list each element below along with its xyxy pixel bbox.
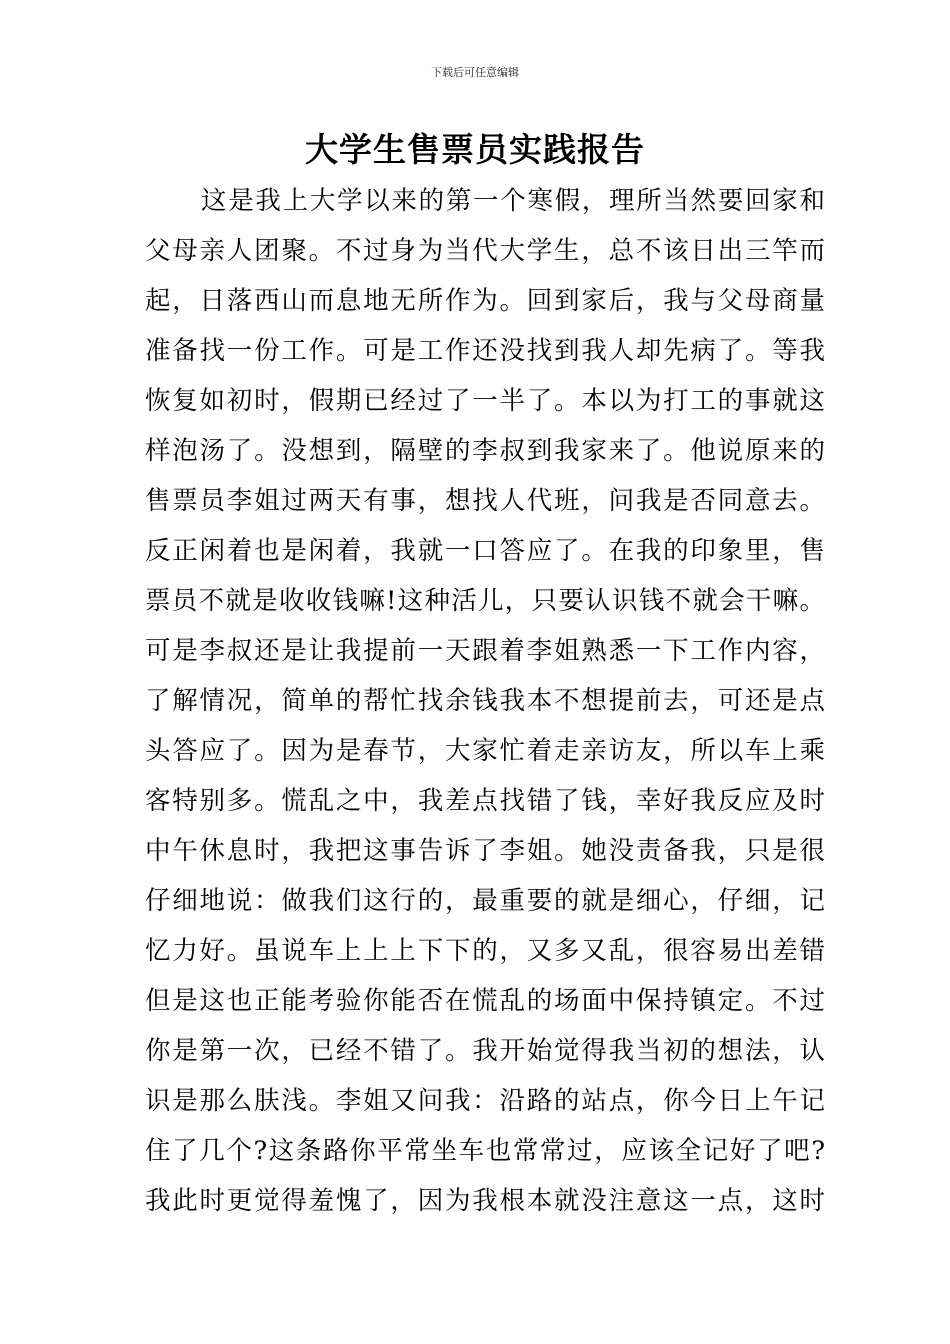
- body-line: 住了几个?这条路你平常坐车也常常过，应该全记好了吧?: [145, 1136, 825, 1166]
- body-line: 识是那么肤浅。李姐又问我：沿路的站点，你今日上午记: [145, 1086, 825, 1116]
- body-line: 了解情况，简单的帮忙找余钱我本不想提前去，可还是点: [145, 686, 825, 716]
- body-line: 但是这也正能考验你能否在慌乱的场面中保持镇定。不过: [145, 986, 825, 1016]
- body-line: 父母亲人团聚。不过身为当代大学生，总不该日出三竿而: [145, 236, 825, 266]
- body-line: 样泡汤了。没想到，隔壁的李叔到我家来了。他说原来的: [145, 436, 825, 466]
- body-line: 你是第一次，已经不错了。我开始觉得我当初的想法，认: [145, 1036, 825, 1066]
- body-line: 客特别多。慌乱之中，我差点找错了钱，幸好我反应及时: [145, 786, 825, 816]
- document-title: 大学生售票员实践报告: [305, 130, 645, 169]
- body-line: 忆力好。虽说车上上上下下的，又多又乱，很容易出差错: [145, 936, 825, 966]
- body-line: 我此时更觉得羞愧了，因为我根本就没注意这一点，这时: [145, 1186, 825, 1216]
- header-note: 下载后可任意编辑: [431, 66, 519, 79]
- body-line: 恢复如初时，假期已经过了一半了。本以为打工的事就这: [145, 386, 825, 416]
- body-line: 可是李叔还是让我提前一天跟着李姐熟悉一下工作内容，: [145, 636, 825, 666]
- body-line: 售票员李姐过两天有事，想找人代班，问我是否同意去。: [145, 486, 825, 516]
- body-line: 起，日落西山而息地无所作为。回到家后，我与父母商量: [145, 286, 825, 316]
- body-line: 中午休息时，我把这事告诉了李姐。她没责备我，只是很: [145, 836, 825, 866]
- body-text: [145, 176, 825, 1226]
- body-line: 头答应了。因为是春节，大家忙着走亲访友，所以车上乘: [145, 736, 825, 766]
- body-line: 票员不就是收收钱嘛!这种活儿，只要认识钱不就会干嘛。: [145, 586, 825, 616]
- body-line: 准备找一份工作。可是工作还没找到我人却先病了。等我: [145, 336, 825, 366]
- body-line: 反正闲着也是闲着，我就一口答应了。在我的印象里，售: [145, 536, 825, 566]
- body-line: 仔细地说：做我们这行的，最重要的就是细心，仔细，记: [145, 886, 825, 916]
- body-line: 这是我上大学以来的第一个寒假，理所当然要回家和: [201, 186, 825, 216]
